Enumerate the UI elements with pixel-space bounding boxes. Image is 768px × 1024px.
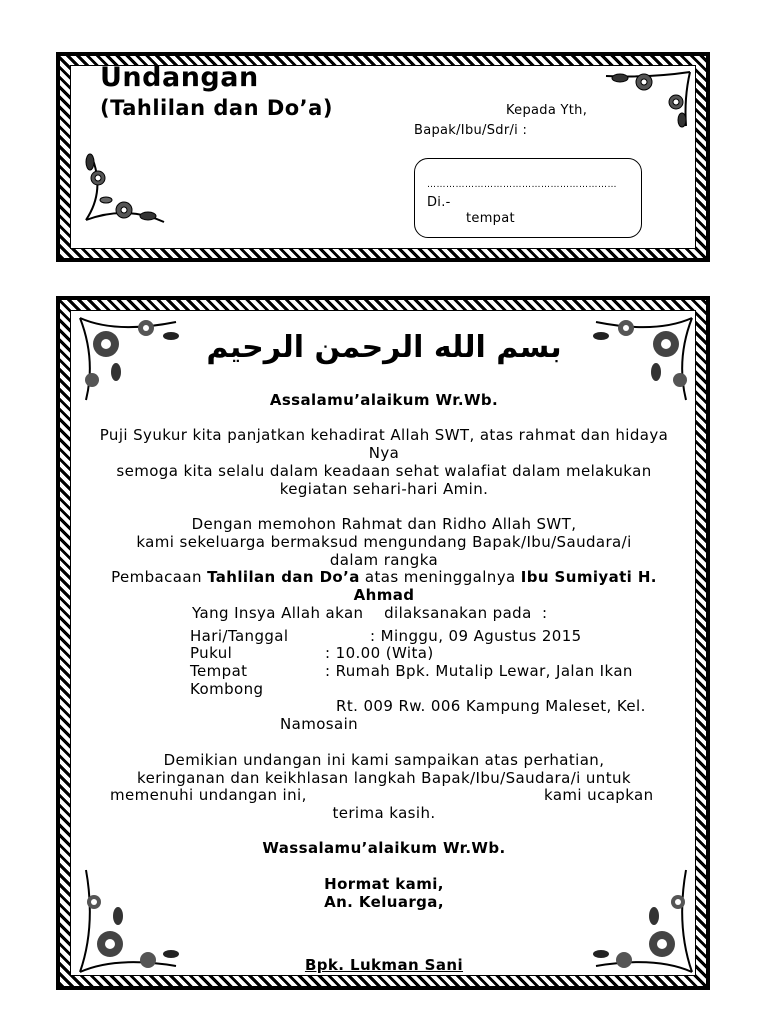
- closing-line3b: kami ucapkan: [544, 786, 654, 804]
- place-detail-cont2: Rt. 009 Rw. 006 Kampung Maleset, Kel.: [336, 697, 646, 715]
- envelope-subtitle: (Tahlilan dan Do’a): [100, 96, 333, 120]
- flower-ornament-icon: [76, 150, 171, 230]
- deceased-name: Ibu Sumiyati H.: [520, 568, 657, 586]
- signer-name: Bpk. Lukman Sani: [304, 956, 464, 974]
- para2-line2: kami sekeluarga bermaksud mengundang Bapak/Ibu/Saudara/i: [136, 533, 632, 551]
- deceased-name-cont: Ahmad: [353, 586, 415, 604]
- para1-line1: Puji Syukur kita panjatkan kehadirat Allah SWT, atas rahmat dan hidaya: [99, 426, 669, 444]
- date-value: : Minggu, 09 Agustus 2015: [370, 627, 582, 645]
- time-label: Pukul: [190, 644, 233, 662]
- date-label: Hari/Tanggal: [190, 627, 289, 645]
- place-detail-cont1: Kombong: [190, 680, 264, 698]
- envelope-title: Undangan: [100, 62, 259, 93]
- to-label: Kepada Yth,: [506, 103, 588, 118]
- schedule-intro: Yang Insya Allah akan dilaksanakan pada :: [192, 604, 548, 622]
- place-detail-cont3: Namosain: [280, 715, 359, 733]
- flower-ornament-icon: [604, 68, 694, 130]
- time-value: : 10.00 (Wita): [325, 644, 434, 662]
- closing-line2: keringanan dan keikhlasan langkah Bapak/Ibu/Saudara/i untuk: [137, 769, 631, 787]
- event-name: Tahlilan dan Do’a: [207, 568, 360, 586]
- basmalah-calligraphy: بسم الله الرحمن الرحيم: [206, 330, 562, 365]
- para1-line2: Nya: [368, 444, 400, 462]
- event-middle: atas meninggalnya: [359, 568, 521, 586]
- para2-line1: Dengan memohon Rahmat dan Ridho Allah SWT,: [191, 515, 577, 533]
- closing-line3a: memenuhi undangan ini,: [110, 786, 307, 804]
- para1-line3: semoga kita selalu dalam keadaan sehat walafiat dalam melakukan: [116, 462, 652, 480]
- recipient-label: Bapak/Ibu/Sdr/i :: [414, 123, 528, 138]
- closing-line1: Demikian undangan ini kami sampaikan atas perhatian,: [163, 751, 605, 769]
- event-line: [60, 568, 708, 586]
- di-label: Di.-: [427, 195, 451, 210]
- farewell: Wassalamu’alaikum Wr.Wb.: [262, 839, 506, 857]
- para1-line4: kegiatan sehari-hari Amin.: [279, 480, 489, 498]
- event-prefix: Pembacaan: [111, 568, 208, 586]
- place-detail-label: Tempat: [190, 662, 248, 680]
- closing-line4: terima kasih.: [332, 804, 436, 822]
- para2-line3: dalam rangka: [329, 551, 439, 569]
- place-detail-value: : Rumah Bpk. Mutalip Lewar, Jalan Ikan: [325, 662, 633, 680]
- place-label: tempat: [466, 211, 515, 226]
- recipient-name-line: ……………………………………………………: [427, 180, 617, 190]
- regards: Hormat kami,: [324, 875, 444, 893]
- greeting: Assalamu’alaikum Wr.Wb.: [269, 391, 499, 409]
- family-label: An. Keluarga,: [324, 893, 444, 911]
